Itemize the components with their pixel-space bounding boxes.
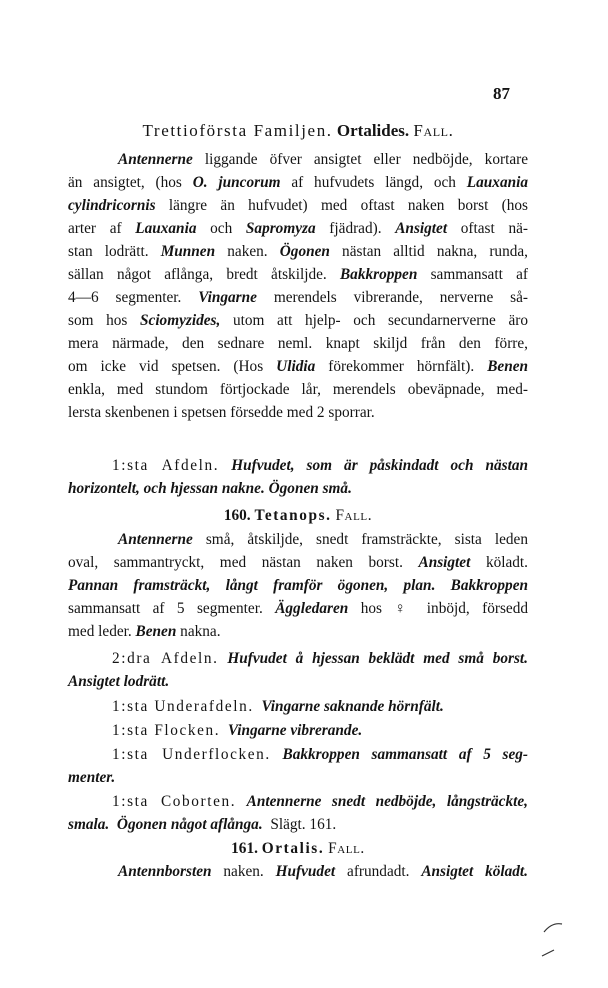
section-2-label: 2:dra Afdeln. [112,650,219,667]
family-heading-prefix: Trettioförsta Familjen. [142,121,333,140]
key-line-2: 1:sta Flocken. Vingarne vibrerande. [112,722,363,739]
genus-161-line-1: Antennborsten naken. Hufvudet afrundadt. Ansigtet köladt. [118,863,528,880]
desc-line-6: sällan något aflånga, bredt åtskiljde. Bakkroppen sammansatt af [68,266,528,283]
genus-160-line-3: Pannan framsträckt, långt framför ögonen, plan. Bakkroppen [68,577,528,594]
desc-line-9: mera närmade, den sednare neml. knapt skiljd från den förre, [68,335,528,352]
genus-161-name: Ortalis. [261,840,325,857]
desc-line-10: om icke vid spetsen. (Hos Ulidia förekommer hörnfält). Benen [68,358,529,375]
key-line-3: 1:sta Underflocken. Bakkroppen sammansatt af 5 seg- [112,746,529,763]
genus-160-heading: 160. Tetanops. Fall. [223,507,373,524]
desc-line-2: än ansigtet, (hos O. juncorum af hufvudets längd, och Lauxania [68,174,528,191]
desc-line-3: cylindricornis längre än hufvudet) med oftast naken borst (hos [68,197,528,214]
pencil-mark-graphic [540,918,570,958]
desc-line-12: lersta skenbenen i spetsen försedde med 2 sporrar. [68,404,375,421]
key-line-4-cont: smala. Ögonen något aflånga. Slägt. 161. [68,816,337,833]
desc-line-8: som hos Sciomyzides, utom att hjelp- och secundarnerverne äro [68,312,528,329]
page-number: 87 [493,84,510,103]
desc-line-7: 4—6 segmenter. Vingarne merendels vibrerande, nerverne så- [68,289,528,306]
family-heading [68,121,528,140]
desc-line-5: stan lodrätt. Munnen naken. Ögonen nästan alltid nakna, runda, [68,243,528,260]
desc-line-1: Antennerne liggande öfver ansigtet eller nedböjde, kortare [118,151,528,168]
family-name: Ortalides. [336,121,410,140]
section-2-line-2: Ansigtet lodrätt. [68,673,170,690]
section-2-line-1: 2:dra Afdeln. Hufvudet å hjessan beklädt med små borst. [112,650,529,667]
section-1-label: 1:sta Afdeln. [112,457,220,474]
section-1-line-2: horizontelt, och hjessan nakne. Ögonen små. [68,480,352,497]
genus-160-line-4: sammansatt af 5 segmenter. Äggledaren hos ♀ inböjd, försedd [68,600,528,617]
genus-160-line-5: med leder. Benen nakna. [68,623,221,640]
key-line-4: 1:sta Coborten. Antennerne snedt nedböjde, långsträckte, [112,793,528,810]
genus-160-line-1: Antennerne små, åtskiljde, snedt framsträckte, sista leden [118,531,528,548]
key-line-3-cont: menter. [68,769,116,786]
desc-line-11: enkla, med stundom förtjockade lår, merendels obeväpnade, med- [68,381,528,398]
genus-161-heading: 161. Ortalis. Fall. [231,840,365,857]
key-line-1: 1:sta Underafdeln. Vingarne saknande hörnfält. [112,698,444,715]
family-author: Fall. [413,121,454,140]
genus-160-line-2: oval, sammantryckt, med nästan naken borst. Ansigtet köladt. [68,554,528,571]
desc-line-4: arter af Lauxania och Sapromyza fjädrad). Ansigtet oftast nä- [68,220,528,237]
genus-160-name: Tetanops. [254,507,332,524]
section-1-line-1: 1:sta Afdeln. Hufvudet, som är påskindadt och nästan [112,457,529,474]
